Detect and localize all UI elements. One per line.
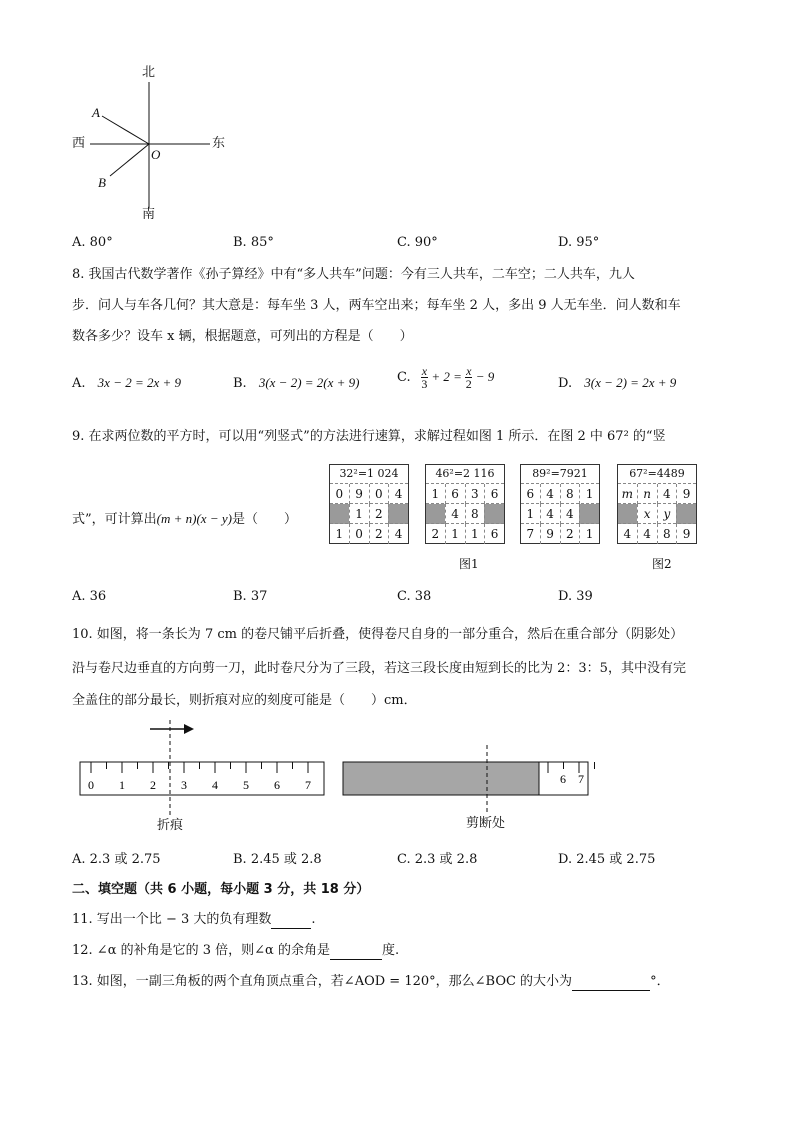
compass-label-o: O: [151, 147, 161, 162]
ruler-number: 7: [305, 778, 311, 792]
grid-card-cell: 4: [540, 484, 560, 504]
section-2-heading: 二、填空题（共 6 小题，每小题 3 分，共 18 分）: [72, 882, 370, 897]
grid-card-row: [426, 483, 504, 504]
q8-option-c-mid: + 2 =: [428, 369, 466, 384]
grid-card-cell: 4: [657, 484, 677, 504]
grid-card-cell: y: [657, 504, 677, 524]
q11-answer-blank[interactable]: [271, 915, 311, 929]
grid-card-cell: 8: [657, 524, 677, 544]
grid-card-cell: 4: [388, 484, 408, 504]
grid-card-cell: 2: [431, 527, 440, 541]
q10-option-c[interactable]: C. 2.3 或 2.8: [397, 852, 478, 867]
q12-post: 度.: [381, 943, 400, 958]
grid-card-cell: 9: [676, 524, 696, 544]
q7-option-d[interactable]: D. 95°: [558, 235, 600, 250]
ruler-number: 6: [274, 778, 280, 792]
grid-card-cell: 2: [369, 524, 389, 544]
grid-card-header: 67²=4489: [629, 467, 685, 480]
grid-card-cell: 0: [369, 484, 389, 504]
q8-option-d-label: D.: [558, 376, 573, 391]
grid-card-cell: 6: [484, 484, 504, 504]
grid-card-cell: m: [621, 487, 634, 501]
grid-card-cell: 1: [431, 487, 440, 501]
q7-option-a[interactable]: A. 80°: [72, 235, 113, 250]
q9-option-b[interactable]: B. 37: [233, 589, 268, 604]
grid-card-shaded-cell: [426, 504, 445, 524]
q8-text-line3: 数各多少？设车 x 辆，根据题意，可列出的方程是（ ）: [72, 329, 413, 344]
q13-answer-blank[interactable]: [572, 977, 650, 991]
q9-line2-expr: (m + n)(x − y): [156, 511, 232, 526]
grid-card-cell: 3: [465, 484, 485, 504]
q8-option-a-expr: 3x − 2 = 2x + 9: [97, 375, 182, 390]
grid-card-cell: 6: [445, 484, 465, 504]
grid-card-cell: 1: [579, 524, 599, 544]
grid-card-shaded-cell: [618, 504, 637, 524]
grid-card-cell: 8: [560, 484, 580, 504]
grid-card-row: [521, 503, 599, 524]
q8-option-c-frac2: $\frac{x}{2}$: [465, 364, 472, 391]
q11-post: .: [311, 912, 316, 927]
grid-card-row: [330, 503, 408, 524]
grid-card-cell: 4: [637, 524, 657, 544]
squaring-grid-card: [520, 464, 600, 544]
grid-card-cell: 4: [623, 527, 632, 541]
grid-card-row: [521, 483, 599, 504]
grid-card-header: 46²=2 116: [435, 467, 495, 480]
tape-number: 7: [578, 772, 584, 786]
grid-card-cell: x: [637, 504, 657, 524]
grid-card-row: [618, 523, 696, 544]
q13-pre: 13. 如图，一副三角板的两个直角顶点重合，若∠AOD = 120°，那么∠BOC 的大小为: [72, 974, 573, 989]
q8-option-b-expr: 3(x − 2) = 2(x + 9): [258, 375, 360, 390]
q8-text-line1: 8. 我国古代数学著作《孙子算经》中有“多人共车”问题：今有三人共车，二车空；二人共车，九人: [72, 267, 635, 282]
q9-option-a[interactable]: A. 36: [72, 589, 107, 604]
grid-card-cell: 4: [388, 524, 408, 544]
fold-label: 折痕: [157, 818, 184, 833]
q8-option-c-label: C.: [397, 370, 411, 385]
figure-2-caption: 图2: [652, 557, 672, 571]
q11-text: [72, 911, 316, 929]
grid-card-cell: 1: [445, 524, 465, 544]
grid-card-shaded-cell: [484, 504, 504, 524]
q10-option-b[interactable]: B. 2.45 或 2.8: [233, 852, 322, 867]
grid-card-header: 89²=7921: [532, 467, 588, 480]
ruler-number: 1: [119, 778, 125, 792]
q7-option-b[interactable]: B. 85°: [233, 235, 274, 250]
grid-card-cell: 9: [349, 484, 369, 504]
squaring-grid-card: [425, 464, 505, 544]
grid-card-cell: n: [637, 484, 657, 504]
grid-card-shaded-cell: [330, 504, 349, 524]
q9-option-c[interactable]: C. 38: [397, 589, 432, 604]
grid-card-row: [618, 503, 696, 524]
grid-card-header: 32²=1 024: [339, 467, 399, 480]
grid-card-cell: 2: [560, 524, 580, 544]
q11-pre: 11. 写出一个比 − 3 大的负有理数: [72, 912, 272, 927]
compass-label-a: A: [92, 105, 100, 120]
grid-card-shaded-cell: [579, 504, 599, 524]
q8-option-c-end: − 9: [472, 369, 495, 384]
grid-card-cell: 4: [540, 504, 560, 524]
cut-label: 剪断处: [466, 816, 506, 831]
grid-card-cell: 8: [465, 504, 485, 524]
q8-option-d-expr: 3(x − 2) = 2x + 9: [584, 375, 677, 390]
compass-north: 北: [142, 65, 156, 80]
ruler-figure: [0, 715, 794, 840]
compass-south: 南: [142, 207, 156, 222]
q8-option-b-label: B.: [233, 376, 247, 391]
grid-card-cell: 6: [526, 487, 535, 501]
grid-card-cell: 1: [335, 527, 344, 541]
grid-card-row: [330, 523, 408, 544]
compass-east: 东: [212, 136, 226, 151]
squaring-grid-card: [617, 464, 697, 544]
q9-text-line1: 9. 在求两位数的平方时，可以用“列竖式”的方法进行速算，求解过程如图 1 所示．在图 2 中 67² 的“竖: [72, 429, 666, 444]
grid-card-cell: 4: [560, 504, 580, 524]
grid-card-cell: 1: [349, 504, 369, 524]
q8-option-d[interactable]: [558, 375, 676, 391]
q12-answer-blank[interactable]: [330, 946, 382, 960]
tape-number: 6: [560, 772, 566, 786]
grid-card-row: [426, 523, 504, 544]
q8-option-a-label: A.: [72, 376, 86, 391]
grid-card-cell: 1: [579, 484, 599, 504]
figure-1-caption: 图1: [459, 557, 479, 571]
q8-option-b[interactable]: [233, 375, 360, 391]
compass-west: 西: [72, 136, 86, 151]
q9-option-d[interactable]: D. 39: [558, 589, 593, 604]
compass-label-b: B: [98, 175, 106, 190]
grid-card-row: [330, 483, 408, 504]
grid-card-cell: 2: [369, 504, 389, 524]
q8-text-line2: 步．问人与车各几何？其大意是：每车坐 3 人，两车空出来；每车坐 2 人，多出 9 人无车坐．问人数和车: [72, 298, 681, 313]
q8-option-c[interactable]: [397, 365, 494, 390]
q9-line2-post: 是（ ）: [231, 512, 297, 527]
grid-card-cell: 0: [335, 487, 344, 501]
grid-card-cell: 7: [526, 527, 535, 541]
q10-text-line1: 10. 如图，将一条长为 7 cm 的卷尺铺平后折叠，使得卷尺自身的一部分重合，然后在重合部分（阴影处）: [72, 627, 684, 642]
grid-card-cell: 1: [526, 507, 535, 521]
q9-text-line2: [72, 510, 297, 529]
q8-option-c-frac1: $\frac{x}{3}$: [421, 364, 428, 391]
grid-card-shaded-cell: [676, 504, 696, 524]
ruler-number: 0: [88, 778, 94, 792]
q10-option-d[interactable]: D. 2.45 或 2.75: [558, 852, 656, 867]
grid-card-cell: 1: [465, 524, 485, 544]
q13-post: °．: [650, 974, 670, 989]
grid-card-cell: 0: [349, 524, 369, 544]
q7-option-c[interactable]: C. 90°: [397, 235, 438, 250]
q12-text: [72, 942, 399, 960]
q13-text: [72, 973, 670, 991]
grid-card-cell: 9: [676, 484, 696, 504]
q9-line2-pre: 式”，可计算出: [72, 512, 157, 527]
grid-card-cell: 4: [445, 504, 465, 524]
q10-option-a[interactable]: A. 2.3 或 2.75: [72, 852, 161, 867]
q8-option-a[interactable]: [72, 375, 181, 391]
grid-card-row: [426, 503, 504, 524]
q10-text-line3: 全盖住的部分最长，则折痕对应的刻度可能是（ ）cm．: [72, 693, 417, 708]
grid-card-cell: 6: [484, 524, 504, 544]
grid-card-cell: 9: [540, 524, 560, 544]
ruler-number: 2: [150, 778, 156, 792]
ruler-number: 3: [181, 778, 187, 792]
ruler-number: 4: [212, 778, 218, 792]
grid-card-row: [618, 483, 696, 504]
squaring-grid-card: [329, 464, 409, 544]
q10-text-line2: 沿与卷尺边垂直的方向剪一刀，此时卷尺分为了三段，若这三段长度由短到长的比为 2：3：5，其中没有完: [72, 661, 686, 676]
ruler-number: 5: [243, 778, 249, 792]
grid-card-shaded-cell: [388, 504, 408, 524]
grid-card-row: [521, 523, 599, 544]
q12-pre: 12. ∠α 的补角是它的 3 倍，则∠α 的余角是: [72, 943, 330, 958]
